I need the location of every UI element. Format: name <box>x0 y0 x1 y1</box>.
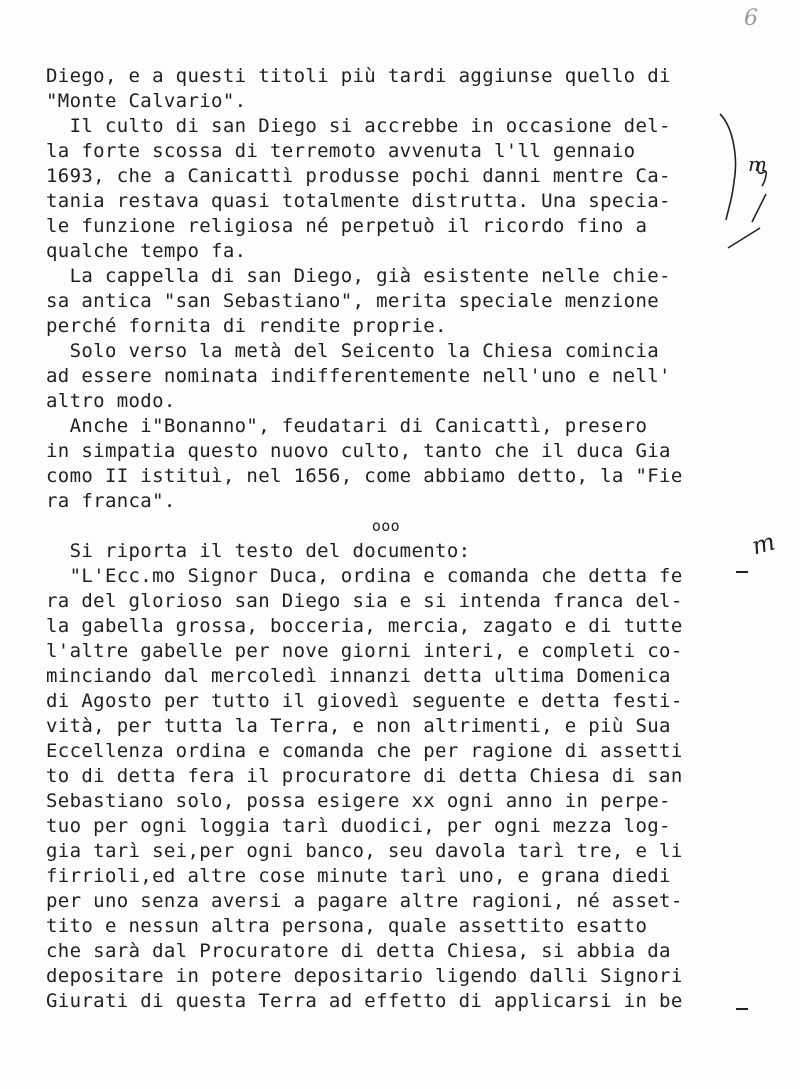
text-line: qualche tempo fa. <box>46 240 247 262</box>
margin-bracket-annotation <box>716 110 776 260</box>
text-line: l'altre gabelle per nove giorni interi, e completi co- <box>46 640 683 662</box>
text-line: Anche i"Bonanno", feudatari di Canicattì, presero <box>46 415 648 437</box>
text-line: "L'Ecc.mo Signor Duca, ordina e comanda che detta fe <box>46 565 683 587</box>
text-line: "Monte Calvario". <box>46 90 247 112</box>
margin-note-m: m <box>748 152 767 176</box>
text-line: perché fornita di rendite proprie. <box>46 315 447 337</box>
text-line: le funzione religiosa né perpetuò il ricordo fino a <box>46 215 648 237</box>
text-line: ra franca". <box>46 490 176 512</box>
text-line: per uno senza aversi a pagare altre ragioni, né asset- <box>46 890 683 912</box>
text-line: La cappella di san Diego, già esistente nelle chie- <box>46 265 671 287</box>
correction-tick <box>736 1008 748 1010</box>
text-line: vità, per tutta la Terra, e non altrimenti, e più Sua <box>46 715 671 737</box>
text-line: tito e nessun altra persona, quale assettito esatto <box>46 915 648 937</box>
text-line: Si riporta il testo del documento: <box>46 540 471 562</box>
text-line: Sebastiano solo, possa esigere xx ogni anno in perpe- <box>46 790 671 812</box>
text-line: tuo per ogni loggia tarì duodici, per ogni mezza log- <box>46 815 671 837</box>
text-line: ra del glorioso san Diego sia e si intenda franca del- <box>46 590 683 612</box>
text-line: altro modo. <box>46 390 176 412</box>
text-line: Diego, e a questi titoli più tardi aggiunse quello di <box>46 65 671 87</box>
text-line: minciando dal mercoledì innanzi detta ultima Domenica <box>46 665 671 687</box>
text-line: firrioli,ed altre cose minute tarì uno, e grana diedi <box>46 865 671 887</box>
text-line: di Agosto per tutto il giovedì seguente e detta festi- <box>46 690 683 712</box>
text-line: la forte scossa di terremoto avvenuta l'll gennaio <box>46 140 636 162</box>
text-line: Solo verso la metà del Seicento la Chiesa comincia <box>46 340 660 362</box>
margin-note-m-second: m <box>748 527 779 561</box>
text-line: depositare in potere depositario ligendo dalli Signori <box>46 965 683 987</box>
text-line: como II istituì, nel 1656, come abbiamo detto, la "Fie <box>46 465 683 487</box>
section-separator: ooo <box>371 517 401 535</box>
text-line: ad essere nominata indifferentemente nell'uno e nell' <box>46 365 671 387</box>
text-line: tania restava quasi totalmente distrutta. Una specia- <box>46 190 671 212</box>
text-line: Eccellenza ordina e comanda che per ragione di assetti <box>46 740 683 762</box>
page-number-mark: 6 <box>744 6 758 31</box>
text-line: to di detta fera il procuratore di detta Chiesa di san <box>46 765 683 787</box>
text-line: Il culto di san Diego si accrebbe in occasione del- <box>46 115 671 137</box>
text-line: 1693, che a Canicattì produsse pochi danni mentre Ca- <box>46 165 671 187</box>
text-line: in simpatia questo nuovo culto, tanto che il duca Gia <box>46 440 671 462</box>
typewritten-text-block <box>46 64 766 1014</box>
text-line: che sarà dal Procuratore di detta Chiesa, si abbia da <box>46 940 671 962</box>
text-line: gia tarì sei,per ogni banco, seu davola tarì tre, e li <box>46 840 683 862</box>
correction-tick <box>736 571 748 573</box>
text-line: Giurati di questa Terra ad effetto di applicarsi in be <box>46 990 683 1012</box>
text-line: la gabella grossa, bocceria, mercia, zagato e di tutte <box>46 615 683 637</box>
text-line: sa antica "san Sebastiano", merita speciale menzione <box>46 290 660 312</box>
